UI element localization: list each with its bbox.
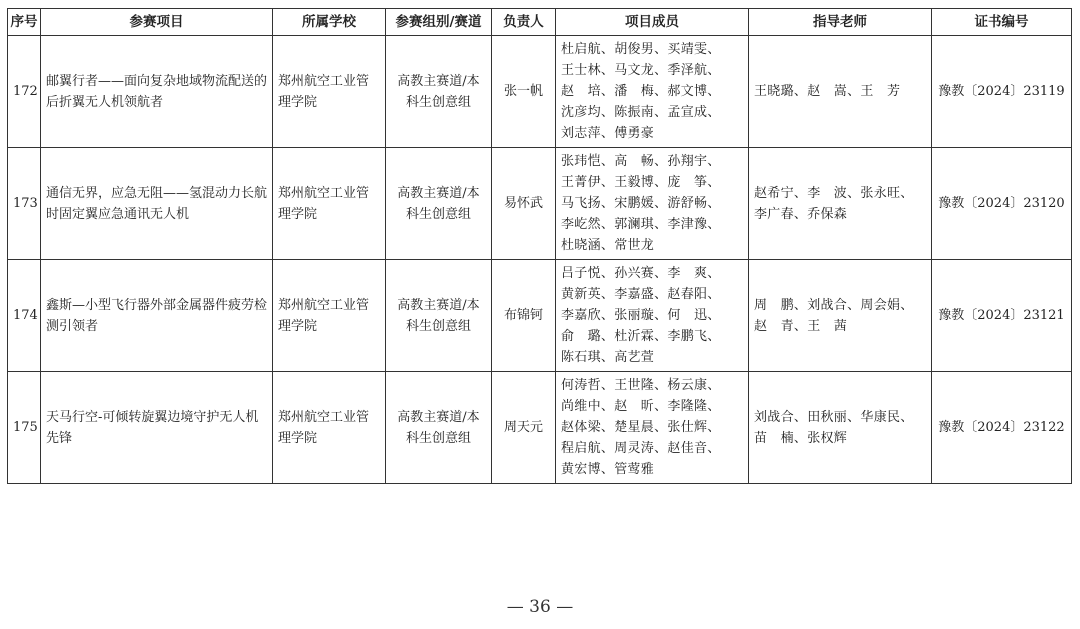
member-line: 黄宏博、管莺雅 <box>561 462 655 477</box>
header-leader: 负责人 <box>492 9 556 36</box>
cell-leader: 张一帆 <box>492 36 556 148</box>
header-members: 项目成员 <box>556 9 749 36</box>
member-line: 李嘉欣、张丽璇、何 迅、 <box>561 308 721 323</box>
advisor-line: 王晓璐、赵 嵩、王 芳 <box>754 84 901 99</box>
table-row <box>8 36 1072 148</box>
header-row <box>8 9 1072 36</box>
header-group: 参赛组别/赛道 <box>386 9 492 36</box>
cell-group: 高教主赛道/本科生创意组 <box>386 260 492 372</box>
cell-cert: 豫教〔2024〕23121 <box>932 260 1072 372</box>
member-line: 刘志萍、傅勇豪 <box>561 126 655 141</box>
member-line: 俞 璐、杜沂霖、李鹏飞、 <box>561 329 721 344</box>
advisor-line: 赵希宁、李 波、张永旺、 <box>754 185 914 201</box>
cell-cert: 豫教〔2024〕23119 <box>932 36 1072 148</box>
cell-advisors <box>749 260 932 372</box>
cell-school: 郑州航空工业管理学院 <box>273 36 386 148</box>
cell-members <box>556 36 749 148</box>
header-project: 参赛项目 <box>41 9 273 36</box>
cell-cert: 豫教〔2024〕23122 <box>932 372 1072 484</box>
advisor-line: 赵 青、王 茜 <box>754 318 848 334</box>
cell-group: 高教主赛道/本科生创意组 <box>386 372 492 484</box>
member-line: 赵 培、潘 梅、郝文博、 <box>561 84 721 99</box>
advisor-line: 周 鹏、刘战合、周会娟、 <box>754 297 914 313</box>
cell-leader: 易怀武 <box>492 148 556 260</box>
cell-leader: 周天元 <box>492 372 556 484</box>
cell-members <box>556 260 749 372</box>
cell-cert: 豫教〔2024〕23120 <box>932 148 1072 260</box>
table-row <box>8 260 1072 372</box>
cell-members <box>556 372 749 484</box>
member-line: 赵体梁、楚星晨、张仕辉、 <box>561 420 721 435</box>
cell-group: 高教主赛道/本科生创意组 <box>386 36 492 148</box>
cell-school: 郑州航空工业管理学院 <box>273 148 386 260</box>
table-row <box>8 148 1072 260</box>
member-line: 尚维中、赵 昕、李隆隆、 <box>561 399 721 414</box>
member-line: 黄新英、李嘉盛、赵春阳、 <box>561 287 721 302</box>
header-cert: 证书编号 <box>932 9 1072 36</box>
advisor-line: 苗 楠、张权辉 <box>754 430 848 446</box>
cell-no: 174 <box>8 260 41 372</box>
member-line: 李屹然、郭澜琪、李津豫、 <box>561 217 721 232</box>
member-line: 王菁伊、王毅博、庞 筝、 <box>561 175 721 190</box>
header-advisors: 指导老师 <box>749 9 932 36</box>
member-line: 张玮恺、高 畅、孙翔宇、 <box>561 154 721 169</box>
cell-leader: 布锦钶 <box>492 260 556 372</box>
cell-no: 175 <box>8 372 41 484</box>
cell-no: 173 <box>8 148 41 260</box>
cell-members <box>556 148 749 260</box>
cell-project: 天马行空-可倾转旋翼边境守护无人机先锋 <box>41 372 273 484</box>
cell-no: 172 <box>8 36 41 148</box>
table-row <box>8 372 1072 484</box>
advisor-line: 刘战合、田秋丽、华康民、 <box>754 409 914 425</box>
header-no: 序号 <box>8 9 41 36</box>
cell-advisors <box>749 372 932 484</box>
cell-school: 郑州航空工业管理学院 <box>273 372 386 484</box>
header-school: 所属学校 <box>273 9 386 36</box>
member-line: 王士林、马文龙、季泽航、 <box>561 63 721 78</box>
cell-school: 郑州航空工业管理学院 <box>273 260 386 372</box>
member-line: 程启航、周灵涛、赵佳音、 <box>561 441 721 456</box>
cell-project: 邮翼行者——面向复杂地域物流配送的后折翼无人机领航者 <box>41 36 273 148</box>
cell-advisors <box>749 36 932 148</box>
member-line: 吕子悦、孙兴赛、李 爽、 <box>561 266 721 281</box>
cell-project: 鑫斯—小型飞行器外部金属器件疲劳检测引领者 <box>41 260 273 372</box>
cell-group: 高教主赛道/本科生创意组 <box>386 148 492 260</box>
page-number: — 36 — <box>506 597 574 617</box>
member-line: 马飞扬、宋鹏媛、游舒畅、 <box>561 196 721 211</box>
cell-project: 通信无界，应急无阻——氢混动力长航时固定翼应急通讯无人机 <box>41 148 273 260</box>
member-line: 杜启航、胡俊男、买靖雯、 <box>561 42 721 57</box>
member-line: 陈石琪、高艺萱 <box>561 350 655 365</box>
member-line: 杜晓涵、常世龙 <box>561 238 655 253</box>
cell-advisors <box>749 148 932 260</box>
member-line: 何涛哲、王世隆、杨云康、 <box>561 378 721 393</box>
advisor-line: 李广春、乔保森 <box>754 206 848 222</box>
awards-table <box>7 8 1072 484</box>
member-line: 沈彦均、陈振南、孟宣成、 <box>561 105 721 120</box>
